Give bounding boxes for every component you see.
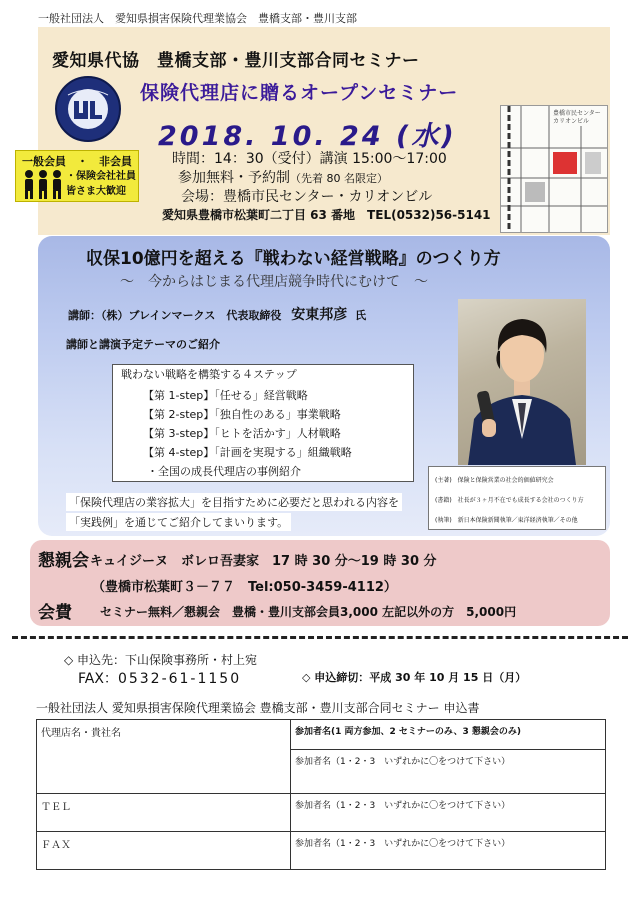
badge-members-text: 一般会員 ・ 非会員: [22, 155, 132, 168]
people-icon: [22, 169, 64, 199]
lecture-title: 収保10億円を超える『戦わない経営戦略』のつくり方: [86, 249, 501, 269]
step-item: 【第 3-step】「ヒトを活かす」人材戦略: [143, 427, 341, 440]
lecturer-name: 安東邦彦: [291, 307, 348, 323]
participant-field[interactable]: [291, 832, 606, 870]
step-item: 【第 4-step】「計画を実現する」組織戦略: [143, 446, 352, 459]
badge-staff-text: ・保険会社社員: [66, 171, 136, 182]
venue-map: [500, 105, 608, 233]
event-fee: [178, 167, 388, 187]
lecturer-photo: [458, 299, 586, 465]
event-time: 時間：14：30（受付）講演 15:00～17:00: [172, 151, 447, 167]
event-venue: 会場：豊橋市民センター・カリオンビル: [181, 189, 433, 205]
form-title: 一般社団法人 愛知県損害保険代理業協会 豊橋支部・豊川支部合同セミナー 申込書: [36, 701, 480, 715]
welcome-badge: [15, 150, 139, 202]
participant-field[interactable]: [291, 750, 606, 794]
step-item: ・全国の成長代理店の事例紹介: [147, 465, 301, 478]
closing-text: 「実践例」を通じてご紹介してまいります。: [66, 513, 291, 531]
participant-label: 参加者名（1・2・3 いずれかに〇をつけて下さい）: [295, 839, 511, 849]
fax-number: 0532-61-1150: [117, 671, 242, 687]
lecture-subtitle: ～ 今からはじまる代理店競争時代にむけて ～: [120, 274, 428, 290]
application-form: [36, 719, 606, 870]
profile-line: (主著) 保険と保険営業の社会的価値研究会: [435, 477, 554, 484]
participant-field[interactable]: [291, 794, 606, 832]
agency-name-field[interactable]: [37, 720, 291, 794]
step-item: 【第 1-step】「任せる」経営戦略: [143, 389, 308, 402]
organization-line: 一般社団法人 愛知県損害保険代理業協会 豊橋支部・豊川支部: [38, 12, 357, 25]
fee-main-text: 参加無料・予約制: [178, 170, 290, 186]
lecturer-suffix: 氏: [355, 309, 367, 322]
lecturer-prefix: 講師：（株）ブレインマークス 代表取締役: [68, 309, 282, 322]
apply-to: ◇ 申込先：下山保険事務所・村上宛: [64, 653, 258, 667]
map-label: 豊橋市民センター カリオンビル: [553, 110, 601, 125]
deadline-label: ◇ 申込締切：: [302, 671, 370, 684]
deadline-value: 平成 30 年 10 月 15 日（月）: [369, 671, 527, 684]
closing-text: 「保険代理店の業容拡大」を目指すために必要だと思われる内容を: [66, 493, 402, 511]
profile-line: (書籍) 社長が３ヶ月不在でも成長する会社のつくり方: [435, 497, 584, 504]
fax-line: [78, 668, 241, 688]
participant-label: 参加者名（1・2・3 いずれかに〇をつけて下さい）: [295, 757, 511, 767]
fax-field-label: ＦＡＸ: [41, 840, 71, 851]
step-item: 【第 2-step】「独自性のある」事業戦略: [143, 408, 341, 421]
participant-field[interactable]: [291, 720, 606, 750]
fax-field[interactable]: [37, 832, 291, 870]
fee-label: 会費: [38, 603, 72, 623]
topics-heading: 講師と講演予定テーマのご紹介: [66, 338, 220, 351]
event-date: 2018. 10. 24 (水): [158, 121, 457, 152]
seminar-name: 愛知県代協 豊橋支部・豊川支部合同セミナー: [52, 51, 420, 71]
deadline: [302, 669, 526, 685]
association-logo-icon: [54, 75, 122, 143]
portrait-graphic: [458, 299, 586, 465]
lecturer-profile: [428, 466, 606, 530]
fee-note-text: （先着 80 名限定）: [290, 172, 388, 185]
main-title: 保険代理店に贈るオープンセミナー: [140, 82, 459, 104]
participant-label: 参加者名（1・2・3 いずれかに〇をつけて下さい）: [295, 801, 511, 811]
tel-label: ＴＥＬ: [41, 802, 71, 813]
fax-label: FAX：: [78, 671, 118, 687]
participant-header: 参加者名(1 両方参加、2 セミナーのみ、3 懇親会のみ): [295, 727, 521, 737]
party-address: （豊橋市松葉町３－７７ Tel:050-3459-4112）: [92, 580, 397, 595]
lecturer-line: [68, 304, 366, 324]
steps-box: [112, 364, 414, 482]
tel-field[interactable]: [37, 794, 291, 832]
steps-heading: 戦わない戦略を構築する４ステップ: [121, 368, 297, 381]
badge-welcome-text: 皆さま大歓迎: [66, 186, 126, 197]
cut-line: [12, 636, 628, 639]
fee-detail: セミナー無料／懇親会 豊橋・豊川支部会員3,000 左記以外の方 5,000円: [100, 605, 517, 619]
party-detail: キュイジーヌ ボレロ吾妻家 17 時 30 分～19 時 30 分: [90, 554, 437, 569]
event-address: 愛知県豊橋市松葉町二丁目 63 番地 TEL(0532)56-5141: [162, 208, 491, 222]
agency-label: 代理店名・貴社名: [41, 728, 121, 739]
party-label: 懇親会: [38, 551, 89, 571]
profile-line: (執筆) 新日本保険新聞執筆／東洋経済執筆／その他: [435, 517, 578, 524]
